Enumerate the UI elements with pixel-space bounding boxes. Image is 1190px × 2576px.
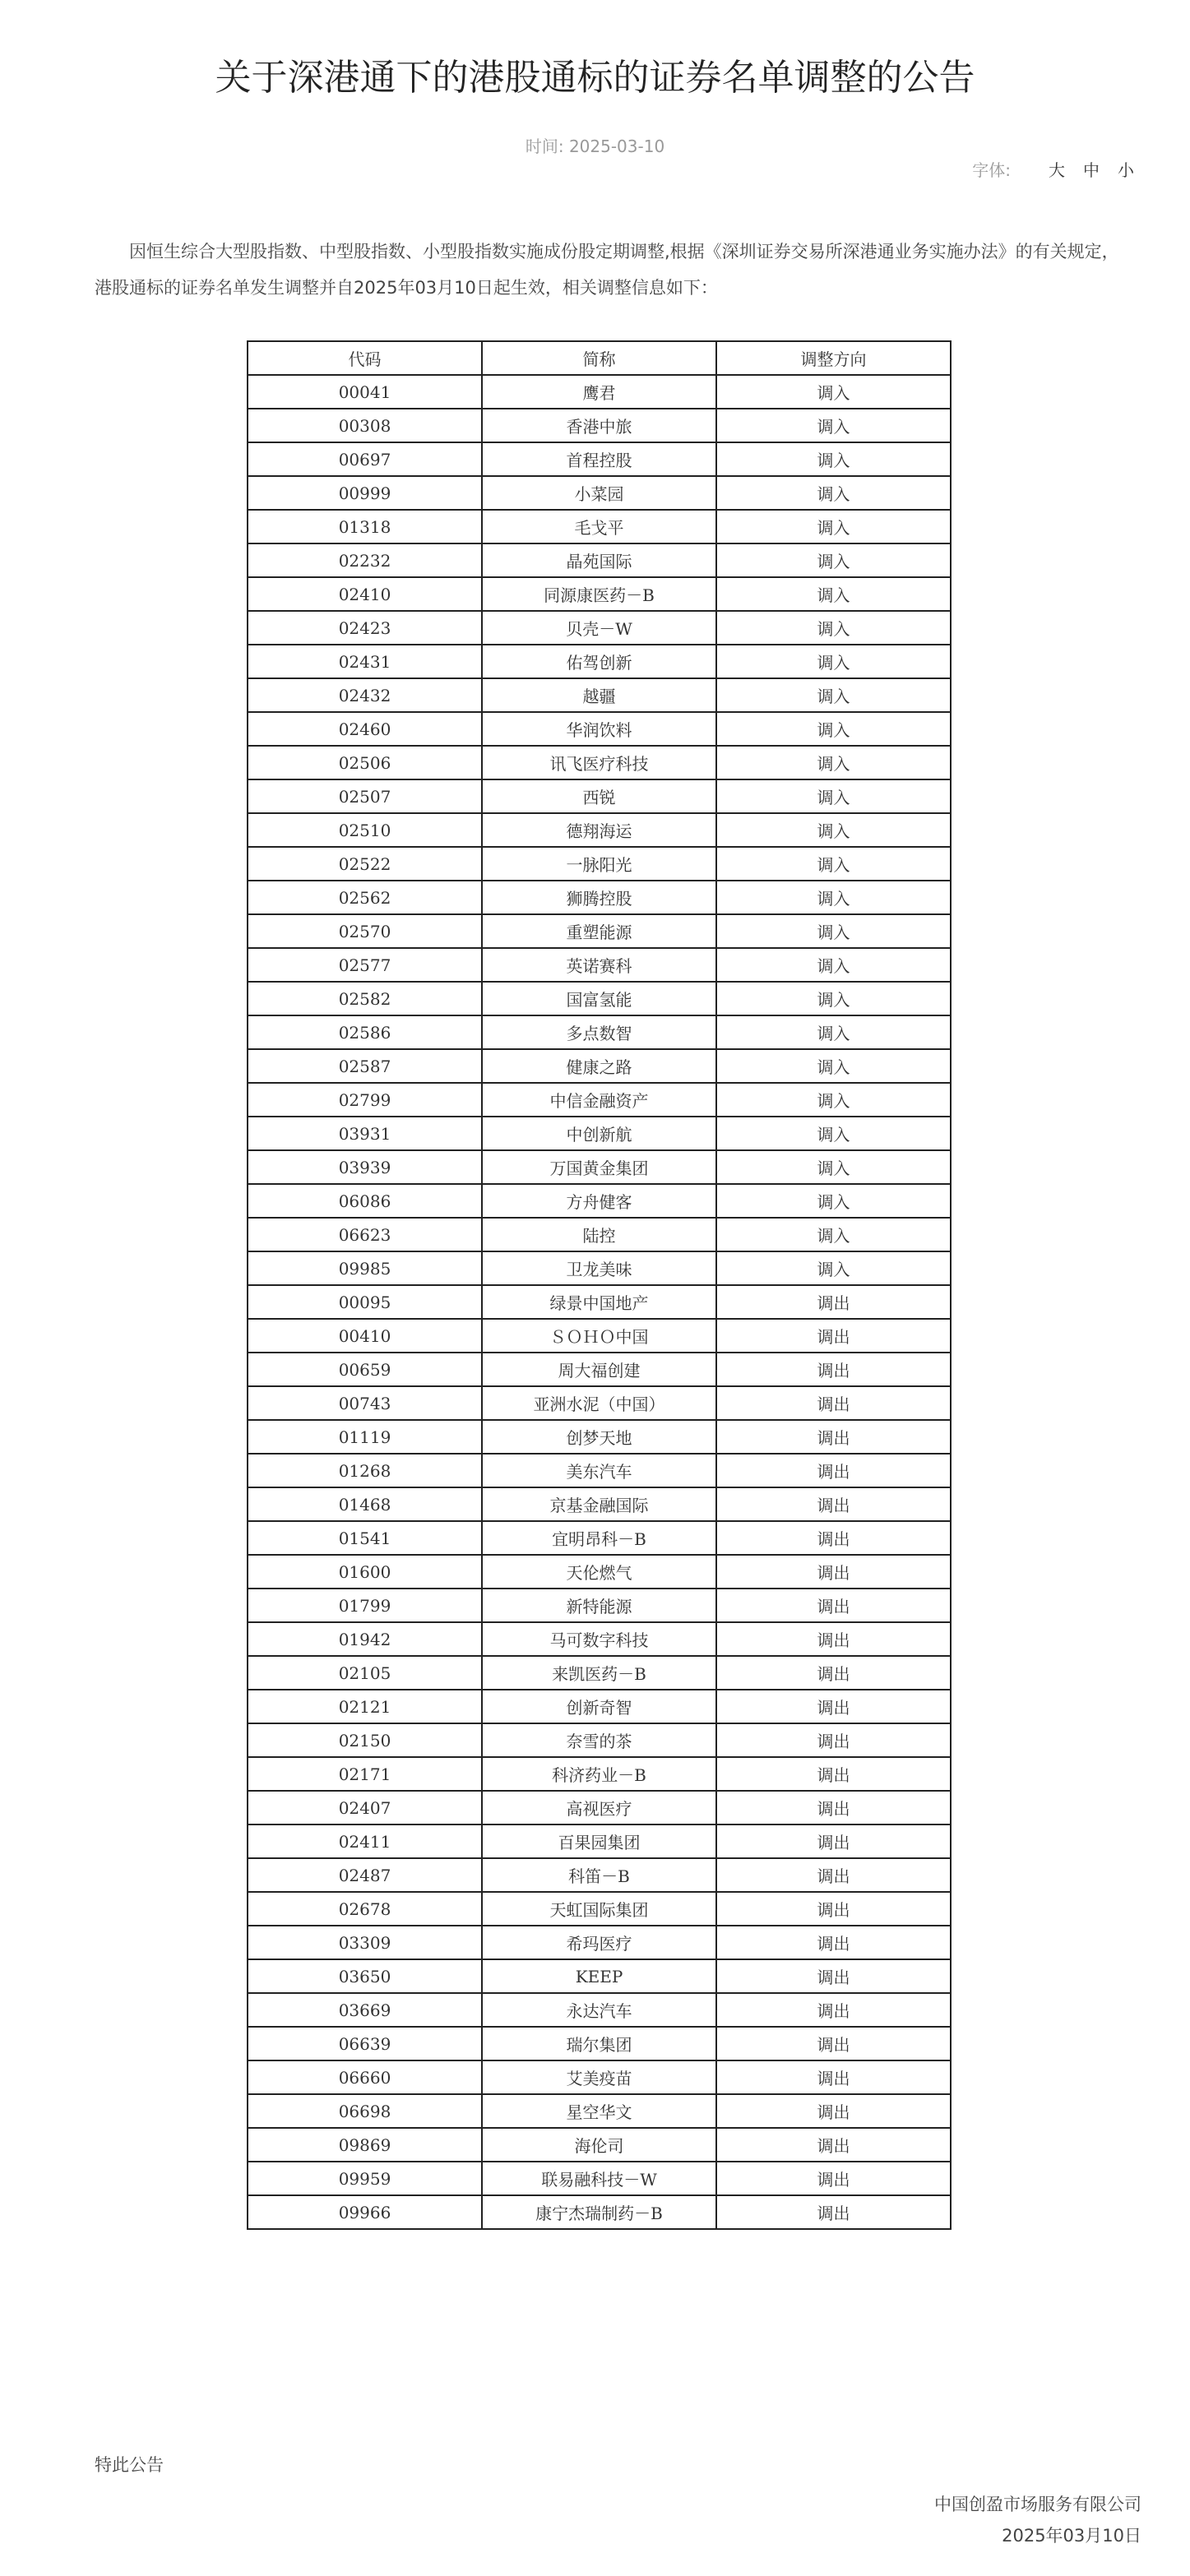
cell-direction: 调出 [716, 1690, 951, 1723]
cell-name: 德翔海运 [482, 813, 716, 847]
cell-direction: 调出 [716, 1993, 951, 2027]
cell-code: 09966 [248, 2195, 482, 2229]
cell-code: 02587 [248, 1049, 482, 1083]
cell-direction: 调出 [716, 2094, 951, 2128]
cell-code: 02423 [248, 611, 482, 645]
table-row [248, 1420, 951, 1454]
table-row [248, 1858, 951, 1892]
cell-direction: 调入 [716, 1218, 951, 1251]
cell-name: 讯飞医疗科技 [482, 746, 716, 779]
cell-code: 06660 [248, 2060, 482, 2094]
table-row [248, 982, 951, 1015]
table-row [248, 2027, 951, 2060]
cell-code: 03309 [248, 1926, 482, 1959]
cell-code: 03650 [248, 1959, 482, 1993]
cell-direction: 调出 [716, 1959, 951, 1993]
cell-name: 联易融科技－W [482, 2162, 716, 2195]
table-row [248, 712, 951, 746]
cell-direction: 调入 [716, 1150, 951, 1184]
cell-name: 西锐 [482, 779, 716, 813]
cell-direction: 调入 [716, 577, 951, 611]
cell-code: 09985 [248, 1251, 482, 1285]
cell-direction: 调入 [716, 442, 951, 476]
cell-code: 02105 [248, 1656, 482, 1690]
cell-direction: 调出 [716, 1656, 951, 1690]
cell-name: 健康之路 [482, 1049, 716, 1083]
cell-direction: 调入 [716, 914, 951, 948]
cell-name: 越疆 [482, 678, 716, 712]
cell-code: 02799 [248, 1083, 482, 1117]
table-row [248, 442, 951, 476]
cell-code: 02487 [248, 1858, 482, 1892]
table-row [248, 1723, 951, 1757]
securities-table [247, 340, 952, 2230]
table-row [248, 779, 951, 813]
cell-name: 星空华文 [482, 2094, 716, 2128]
cell-name: 万国黄金集团 [482, 1150, 716, 1184]
font-size-medium-button[interactable]: 中 [1083, 160, 1100, 180]
table-row [248, 1285, 951, 1319]
cell-direction: 调入 [716, 948, 951, 982]
cell-name: 瑞尔集团 [482, 2027, 716, 2060]
cell-direction: 调出 [716, 1589, 951, 1622]
table-row [248, 1892, 951, 1926]
cell-direction: 调入 [716, 1117, 951, 1150]
cell-direction: 调入 [716, 409, 951, 442]
cell-direction: 调入 [716, 1251, 951, 1285]
cell-direction: 调入 [716, 746, 951, 779]
cell-code: 02570 [248, 914, 482, 948]
cell-code: 06698 [248, 2094, 482, 2128]
cell-direction: 调出 [716, 1420, 951, 1454]
cell-code: 02562 [248, 881, 482, 914]
cell-code: 09959 [248, 2162, 482, 2195]
cell-direction: 调出 [716, 1521, 951, 1555]
cell-name: 陆控 [482, 1218, 716, 1251]
table-row [248, 1926, 951, 1959]
table-row [248, 510, 951, 543]
cell-direction: 调出 [716, 2162, 951, 2195]
table-row [248, 847, 951, 881]
cell-code: 00659 [248, 1353, 482, 1386]
cell-name: 华润饮料 [482, 712, 716, 746]
cell-direction: 调出 [716, 1386, 951, 1420]
cell-name: 艾美疫苗 [482, 2060, 716, 2094]
cell-name: 英诺赛科 [482, 948, 716, 982]
table-row [248, 1757, 951, 1791]
cell-direction: 调入 [716, 510, 951, 543]
cell-name: 绿景中国地产 [482, 1285, 716, 1319]
cell-code: 02407 [248, 1791, 482, 1824]
cell-name: 美东汽车 [482, 1454, 716, 1487]
cell-name: 佑驾创新 [482, 645, 716, 678]
cell-code: 02522 [248, 847, 482, 881]
cell-direction: 调出 [716, 2027, 951, 2060]
cell-code: 02460 [248, 712, 482, 746]
cell-direction: 调入 [716, 881, 951, 914]
table-row [248, 1353, 951, 1386]
cell-code: 02150 [248, 1723, 482, 1757]
column-header-name: 简称 [482, 341, 716, 375]
signature-org: 中国创盈市场服务有限公司 [934, 2495, 1141, 2514]
table-row [248, 1386, 951, 1420]
cell-code: 02432 [248, 678, 482, 712]
table-row [248, 2195, 951, 2229]
cell-code: 06639 [248, 2027, 482, 2060]
cell-name: 科笛－B [482, 1858, 716, 1892]
cell-code: 06086 [248, 1184, 482, 1218]
cell-name: 贝壳－W [482, 611, 716, 645]
cell-code: 02577 [248, 948, 482, 982]
cell-direction: 调出 [716, 1892, 951, 1926]
cell-direction: 调入 [716, 1184, 951, 1218]
table-row [248, 2162, 951, 2195]
table-row [248, 1824, 951, 1858]
cell-code: 00095 [248, 1285, 482, 1319]
table-row [248, 1454, 951, 1487]
table-row [248, 1184, 951, 1218]
cell-name: ＳＯＨＯ中国 [482, 1319, 716, 1353]
cell-code: 01600 [248, 1555, 482, 1589]
signature-block [934, 2489, 1141, 2551]
cell-name: 一脉阳光 [482, 847, 716, 881]
cell-name: 来凯医药－B [482, 1656, 716, 1690]
table-row [248, 1487, 951, 1521]
cell-direction: 调出 [716, 1824, 951, 1858]
table-row [248, 577, 951, 611]
cell-direction: 调出 [716, 1454, 951, 1487]
font-size-small-button[interactable]: 小 [1118, 160, 1134, 180]
cell-direction: 调入 [716, 1083, 951, 1117]
table-row [248, 1555, 951, 1589]
signature-date: 2025年03月10日 [1002, 2526, 1141, 2546]
table-row [248, 1049, 951, 1083]
cell-code: 01318 [248, 510, 482, 543]
cell-code: 03939 [248, 1150, 482, 1184]
cell-code: 02232 [248, 543, 482, 577]
cell-code: 02171 [248, 1757, 482, 1791]
cell-name: 晶苑国际 [482, 543, 716, 577]
cell-code: 02510 [248, 813, 482, 847]
table-row [248, 1083, 951, 1117]
cell-code: 02411 [248, 1824, 482, 1858]
cell-code: 02506 [248, 746, 482, 779]
table-row [248, 1656, 951, 1690]
cell-name: 中创新航 [482, 1117, 716, 1150]
cell-name: 百果园集团 [482, 1824, 716, 1858]
cell-direction: 调入 [716, 375, 951, 409]
cell-code: 01268 [248, 1454, 482, 1487]
cell-direction: 调出 [716, 1791, 951, 1824]
table-row [248, 914, 951, 948]
table-row [248, 1791, 951, 1824]
table-row [248, 2060, 951, 2094]
cell-code: 01942 [248, 1622, 482, 1656]
cell-name: 周大福创建 [482, 1353, 716, 1386]
cell-name: 亚洲水泥（中国） [482, 1386, 716, 1420]
cell-code: 01119 [248, 1420, 482, 1454]
cell-direction: 调入 [716, 779, 951, 813]
table-row [248, 1218, 951, 1251]
table-row [248, 1117, 951, 1150]
cell-name: 奈雪的茶 [482, 1723, 716, 1757]
cell-code: 02586 [248, 1015, 482, 1049]
cell-direction: 调入 [716, 1015, 951, 1049]
cell-name: 同源康医药－B [482, 577, 716, 611]
intro-paragraph: 因恒生综合大型股指数、中型股指数、小型股指数实施成份股定期调整,根据《深圳证券交易所深港通业务实施办法》的有关规定，港股通标的证券名单发生调整并自2025年03月10日起生效，相关调整信息如下： [95, 242, 1119, 298]
cell-name: KEEP [482, 1959, 716, 1993]
cell-code: 02431 [248, 645, 482, 678]
cell-name: 天虹国际集团 [482, 1892, 716, 1926]
table-row [248, 611, 951, 645]
table-row [248, 476, 951, 510]
cell-direction: 调入 [716, 813, 951, 847]
cell-name: 方舟健客 [482, 1184, 716, 1218]
cell-code: 06623 [248, 1218, 482, 1251]
cell-direction: 调入 [716, 1049, 951, 1083]
cell-code: 01799 [248, 1589, 482, 1622]
table-row [248, 678, 951, 712]
cell-name: 重塑能源 [482, 914, 716, 948]
cell-name: 小菜园 [482, 476, 716, 510]
cell-code: 03669 [248, 1993, 482, 2027]
closing-text: 特此公告 [95, 2455, 164, 2475]
cell-name: 首程控股 [482, 442, 716, 476]
cell-direction: 调出 [716, 1858, 951, 1892]
cell-code: 02582 [248, 982, 482, 1015]
table-header-row [248, 341, 951, 375]
cell-code: 00041 [248, 375, 482, 409]
cell-direction: 调入 [716, 645, 951, 678]
cell-code: 00410 [248, 1319, 482, 1353]
table-row [248, 2128, 951, 2162]
table-row [248, 1993, 951, 2027]
cell-direction: 调出 [716, 1622, 951, 1656]
table-row [248, 375, 951, 409]
cell-code: 02507 [248, 779, 482, 813]
cell-name: 科济药业－B [482, 1757, 716, 1791]
table-row [248, 1622, 951, 1656]
table-row [248, 1150, 951, 1184]
cell-code: 03931 [248, 1117, 482, 1150]
font-size-switch [972, 159, 1134, 182]
table-row [248, 1589, 951, 1622]
cell-name: 狮腾控股 [482, 881, 716, 914]
cell-code: 02678 [248, 1892, 482, 1926]
cell-name: 鹰君 [482, 375, 716, 409]
cell-direction: 调出 [716, 2128, 951, 2162]
font-size-large-button[interactable]: 大 [1049, 160, 1065, 180]
font-size-label: 字体: [972, 160, 1011, 180]
cell-direction: 调出 [716, 1285, 951, 1319]
cell-name: 京基金融国际 [482, 1487, 716, 1521]
cell-name: 天伦燃气 [482, 1555, 716, 1589]
cell-direction: 调入 [716, 543, 951, 577]
cell-direction: 调出 [716, 1723, 951, 1757]
table-row [248, 1015, 951, 1049]
cell-name: 香港中旅 [482, 409, 716, 442]
table-row [248, 543, 951, 577]
cell-name: 希玛医疗 [482, 1926, 716, 1959]
cell-direction: 调出 [716, 2195, 951, 2229]
table-row [248, 1251, 951, 1285]
publish-date [0, 135, 1190, 158]
cell-name: 马可数字科技 [482, 1622, 716, 1656]
cell-name: 卫龙美味 [482, 1251, 716, 1285]
column-header-code: 代码 [248, 341, 482, 375]
cell-name: 永达汽车 [482, 1993, 716, 2027]
cell-name: 高视医疗 [482, 1791, 716, 1824]
table-row [248, 1521, 951, 1555]
cell-name: 海伦司 [482, 2128, 716, 2162]
cell-name: 康宁杰瑞制药－B [482, 2195, 716, 2229]
cell-code: 00308 [248, 409, 482, 442]
cell-direction: 调入 [716, 712, 951, 746]
cell-direction: 调出 [716, 1757, 951, 1791]
cell-code: 09869 [248, 2128, 482, 2162]
table-row [248, 409, 951, 442]
cell-direction: 调出 [716, 1926, 951, 1959]
table-row [248, 746, 951, 779]
cell-direction: 调出 [716, 1319, 951, 1353]
cell-direction: 调出 [716, 1555, 951, 1589]
table-row [248, 645, 951, 678]
table-row [248, 813, 951, 847]
cell-name: 创新奇智 [482, 1690, 716, 1723]
table-row [248, 1690, 951, 1723]
cell-code: 00999 [248, 476, 482, 510]
column-header-direction: 调整方向 [716, 341, 951, 375]
cell-name: 宜明昂科－B [482, 1521, 716, 1555]
cell-code: 02121 [248, 1690, 482, 1723]
cell-code: 02410 [248, 577, 482, 611]
date-value: 2025-03-10 [568, 136, 665, 156]
cell-code: 00697 [248, 442, 482, 476]
cell-direction: 调入 [716, 476, 951, 510]
cell-direction: 调出 [716, 1353, 951, 1386]
table-row [248, 1959, 951, 1993]
date-label: 时间: [525, 136, 564, 156]
cell-code: 01468 [248, 1487, 482, 1521]
cell-direction: 调入 [716, 847, 951, 881]
table-row [248, 1319, 951, 1353]
table-row [248, 2094, 951, 2128]
table-body [248, 375, 951, 2229]
cell-name: 创梦天地 [482, 1420, 716, 1454]
cell-name: 中信金融资产 [482, 1083, 716, 1117]
cell-direction: 调入 [716, 982, 951, 1015]
cell-name: 国富氢能 [482, 982, 716, 1015]
cell-direction: 调入 [716, 611, 951, 645]
cell-code: 00743 [248, 1386, 482, 1420]
cell-name: 多点数智 [482, 1015, 716, 1049]
page-title: 关于深港通下的港股通标的证券名单调整的公告 [215, 57, 975, 99]
cell-direction: 调出 [716, 1487, 951, 1521]
cell-code: 01541 [248, 1521, 482, 1555]
cell-direction: 调出 [716, 2060, 951, 2094]
cell-name: 新特能源 [482, 1589, 716, 1622]
table-row [248, 881, 951, 914]
cell-direction: 调入 [716, 678, 951, 712]
table-row [248, 948, 951, 982]
cell-name: 毛戈平 [482, 510, 716, 543]
